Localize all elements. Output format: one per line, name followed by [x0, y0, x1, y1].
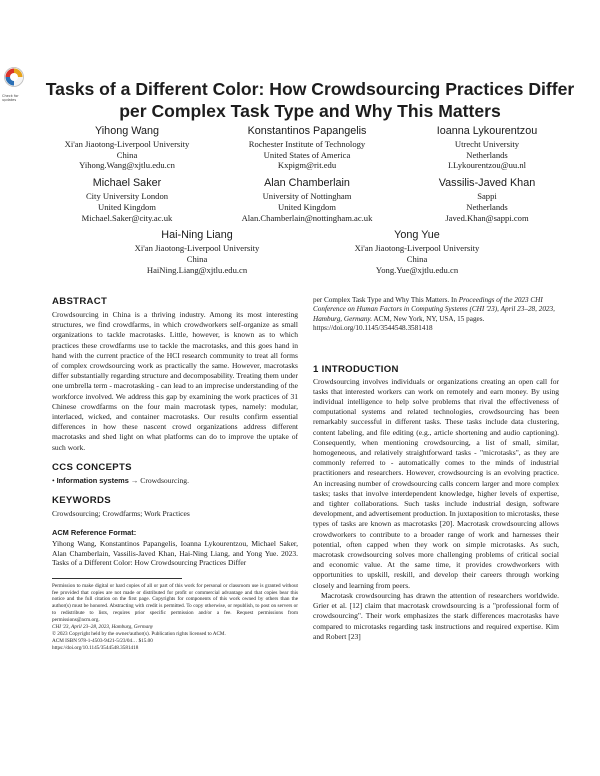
permission-text: Permission to make digital or hard copies of all or part of this work for personal or classroom use is granted without fee provided that copies are not made or distributed for profit or commercial advantage and that copies bear this notice and the full citation on the first page. Copyrights for components of this work owned by others than the author(s) must be honored. Abstracting with credit is permitted. To copy otherwise, or republish, to post on servers or to redistribute to lists, requires prior specific permission and/or a fee. Request permissions from permissions@acm.org. — [52, 582, 298, 624]
author-card — [232, 125, 382, 171]
ccs-heading: CCS CONCEPTS — [52, 461, 132, 473]
keywords-heading: KEYWORDS — [52, 495, 111, 507]
right-column — [313, 296, 559, 642]
isbn-line: ACM ISBN 978-1-4503-9421-5/23/04… $15.00 — [52, 637, 153, 644]
reference-tail[interactable]: ACM, New York, NY, USA, 15 pages. https://doi.org/10.1145/3544548.3581418 — [313, 314, 485, 333]
introduction-paragraph-1: Crowdsourcing involves individuals or organizations creating an open call for tasks that interested workers can work on remotely and earn money. By using individual intelligence to help solve problems that rival the effectiveness of computational systems and related technologies, crowdsourcing has been remarkably successful in different tasks. These tasks include data clustering, content labeling, and file editing (e.g., article shortening and audio captioning). Consequently, when mentioning crowdsourcing, a list of small, similar, homogeneous, and relatively straightforward tasks - "microtasks", as they are commonly referred to - automatically comes to the minds of industrial practitioners and researchers. However, crowdsourcing is an evolving practice. An increasing number of crowdsourcing calls concern larger and more complex tasks; tasks that involve interdependent knowledge, higher levels of expertise, and tighter collaborations. Such tasks include industrial design, software development, and advertisement production. In juxtaposition to microtasks, these types of tasks are known as macrotasks [20]. Macrotask crowdsourcing allows crowdworkers to contribute to a broader range of work and harnesses their potential, often capped when they work on simple microtasks. As such, macrotask crowdsourcing solves more challenging problems of critical social and economic value. At the same time, it provides crowdworkers with opportunities to upskill, reskill, and develop their careers through working closely and learning from peers. — [313, 376, 559, 590]
author-affiliation: Sappi — [477, 191, 497, 202]
ccs-term: Information systems — [56, 475, 129, 485]
author-card — [412, 177, 562, 223]
left-column — [52, 296, 298, 652]
keywords-text: Crowdsourcing; Crowdfarms; Work Practices — [52, 509, 190, 519]
reference-format — [52, 528, 298, 567]
abstract-text: Crowdsourcing in China is a thriving industry. Among its most interesting structures, we find crowdfarms, in which crowdworkers self-organize as small organizations to tackle macrotasks. Little, however, is known as to which practices these crowdfarms use to tackle the macrotasks, and this goes hand in hand with the current practice of the HCI research community to treat all forms of complex crowdsourcing work as practically the same. However, macrotasks differ substantially regarding structure and decomposability. Treating them under one umbrella term - macrotasking - can lead to an imprecise understanding of the workforce involved. We address this gap by examining the work practices of 31 Chinese crowdfarms on the four main macrotask types, namely: modular, interlaced, wicked, and container macrotasks. Our results confirm essential differences in how these nascent crowd organizations address different macrotasks and shed light on what platforms can do to improve the uptake of such work. — [52, 310, 298, 452]
author-email[interactable]: I.Lykourentzou@uu.nl — [447, 160, 527, 171]
author-card — [52, 177, 202, 223]
author-card — [342, 229, 492, 275]
author-card — [412, 125, 562, 171]
author-card — [232, 177, 382, 223]
paper-title: Tasks of a Different Color: How Crowdsourcing Practices Differ per Complex Task Type and Why This Matters — [45, 79, 575, 121]
reference-continued-text: per Complex Task Type and Why This Matters. In — [313, 296, 457, 304]
permission-venue: CHI '23, April 23–28, 2023, Hamburg, Germany — [52, 624, 154, 631]
author-block — [52, 125, 562, 281]
reference-heading: ACM Reference Format: — [52, 528, 137, 538]
author-country: China — [186, 253, 208, 264]
author-card — [122, 229, 272, 275]
author-country: China — [406, 253, 428, 264]
author-country: United Kingdom — [277, 201, 336, 212]
author-name: Yong Yue — [394, 229, 440, 242]
author-email[interactable]: Javed.Khan@sappi.com — [445, 212, 529, 223]
ccs-bullet: • — [52, 475, 55, 485]
author-email[interactable]: Yong.Yue@xjtlu.edu.cn — [375, 264, 459, 275]
author-affiliation: Xi'an Jiaotong-Liverpool University — [354, 243, 480, 254]
author-affiliation: Xi'an Jiaotong-Liverpool University — [134, 243, 260, 254]
check-for-updates-label: Check for updates — [2, 94, 19, 102]
ccs-concepts — [52, 476, 298, 486]
author-name: Michael Saker — [92, 177, 162, 190]
author-name: Ioanna Lykourentzou — [436, 125, 538, 137]
author-country: Netherlands — [466, 201, 508, 212]
reference-continuation — [313, 296, 559, 334]
author-affiliation: University of Nottingham — [262, 191, 352, 202]
ccs-section — [52, 462, 298, 486]
author-name: Yihong Wang — [94, 125, 160, 137]
author-email[interactable]: HaiNing.Liang@xjtlu.edu.cn — [146, 264, 248, 275]
author-country: United Kingdom — [97, 201, 156, 212]
permission-notice — [52, 583, 298, 652]
author-email[interactable]: Alan.Chamberlain@nottingham.ac.uk — [241, 212, 373, 223]
author-email[interactable]: Michael.Saker@city.ac.uk — [81, 212, 173, 223]
author-affiliation: Rochester Institute of Technology — [248, 139, 366, 149]
keywords-section — [52, 495, 298, 519]
doi-link[interactable]: https://doi.org/10.1145/3544548.3581418 — [52, 644, 139, 651]
author-country: China — [116, 149, 138, 160]
reference-text: Yihong Wang, Konstantinos Papangelis, Ioanna Lykourentzou, Michael Saker, Alan Chamberlain, Vassilis-Javed Khan, Hai-Ning Liang, and Yong Yue. 2023. Tasks of a Different Color: How Crowdsourcing Practices Differ — [52, 539, 298, 568]
author-name: Alan Chamberlain — [264, 177, 350, 190]
arrow-right-icon: → — [130, 475, 139, 485]
copyright-line: © 2023 Copyright held by the owner/author(s). Publication rights licensed to ACM. — [52, 631, 226, 638]
check-for-updates-icon[interactable] — [3, 66, 25, 92]
introduction-paragraph-2: Macrotask crowdsourcing has drawn the attention of researchers worldwide. Grier et al. [12] claim that macrotask crowdsourcing is a "professional form of crowdsourcing". Their work emphasizes the stark differences macrotasks have compared to microtasks regarding task instructions and required expertise. Kim and Robert [23] — [313, 590, 559, 641]
ccs-subterm: Crowdsourcing. — [140, 475, 190, 485]
author-name: Konstantinos Papangelis — [247, 125, 367, 137]
introduction-heading: 1 INTRODUCTION — [313, 363, 399, 375]
author-card — [52, 125, 202, 171]
abstract-section — [52, 296, 298, 453]
author-affiliation: Utrecht University — [454, 139, 520, 149]
author-country: United States of America — [263, 149, 351, 160]
footnote-divider — [52, 578, 182, 579]
reference-venue: Proceedings of the 2023 CHI Conference on Human Factors in Computing Systems (CHI '23), April 23–28, 2023, Hamburg, Germany. — [313, 296, 555, 323]
author-email[interactable]: Yihong.Wang@xjtlu.edu.cn — [79, 160, 175, 171]
author-affiliation: City University London — [85, 191, 169, 202]
author-name: Hai-Ning Liang — [161, 229, 233, 242]
author-affiliation: Xi'an Jiaotong-Liverpool University — [64, 139, 190, 149]
abstract-heading: ABSTRACT — [52, 296, 108, 307]
author-country: Netherlands — [466, 149, 508, 160]
introduction-section — [313, 364, 559, 642]
author-email[interactable]: Kxpigm@rit.edu — [277, 160, 337, 171]
author-name: Vassilis-Javed Khan — [438, 177, 536, 190]
